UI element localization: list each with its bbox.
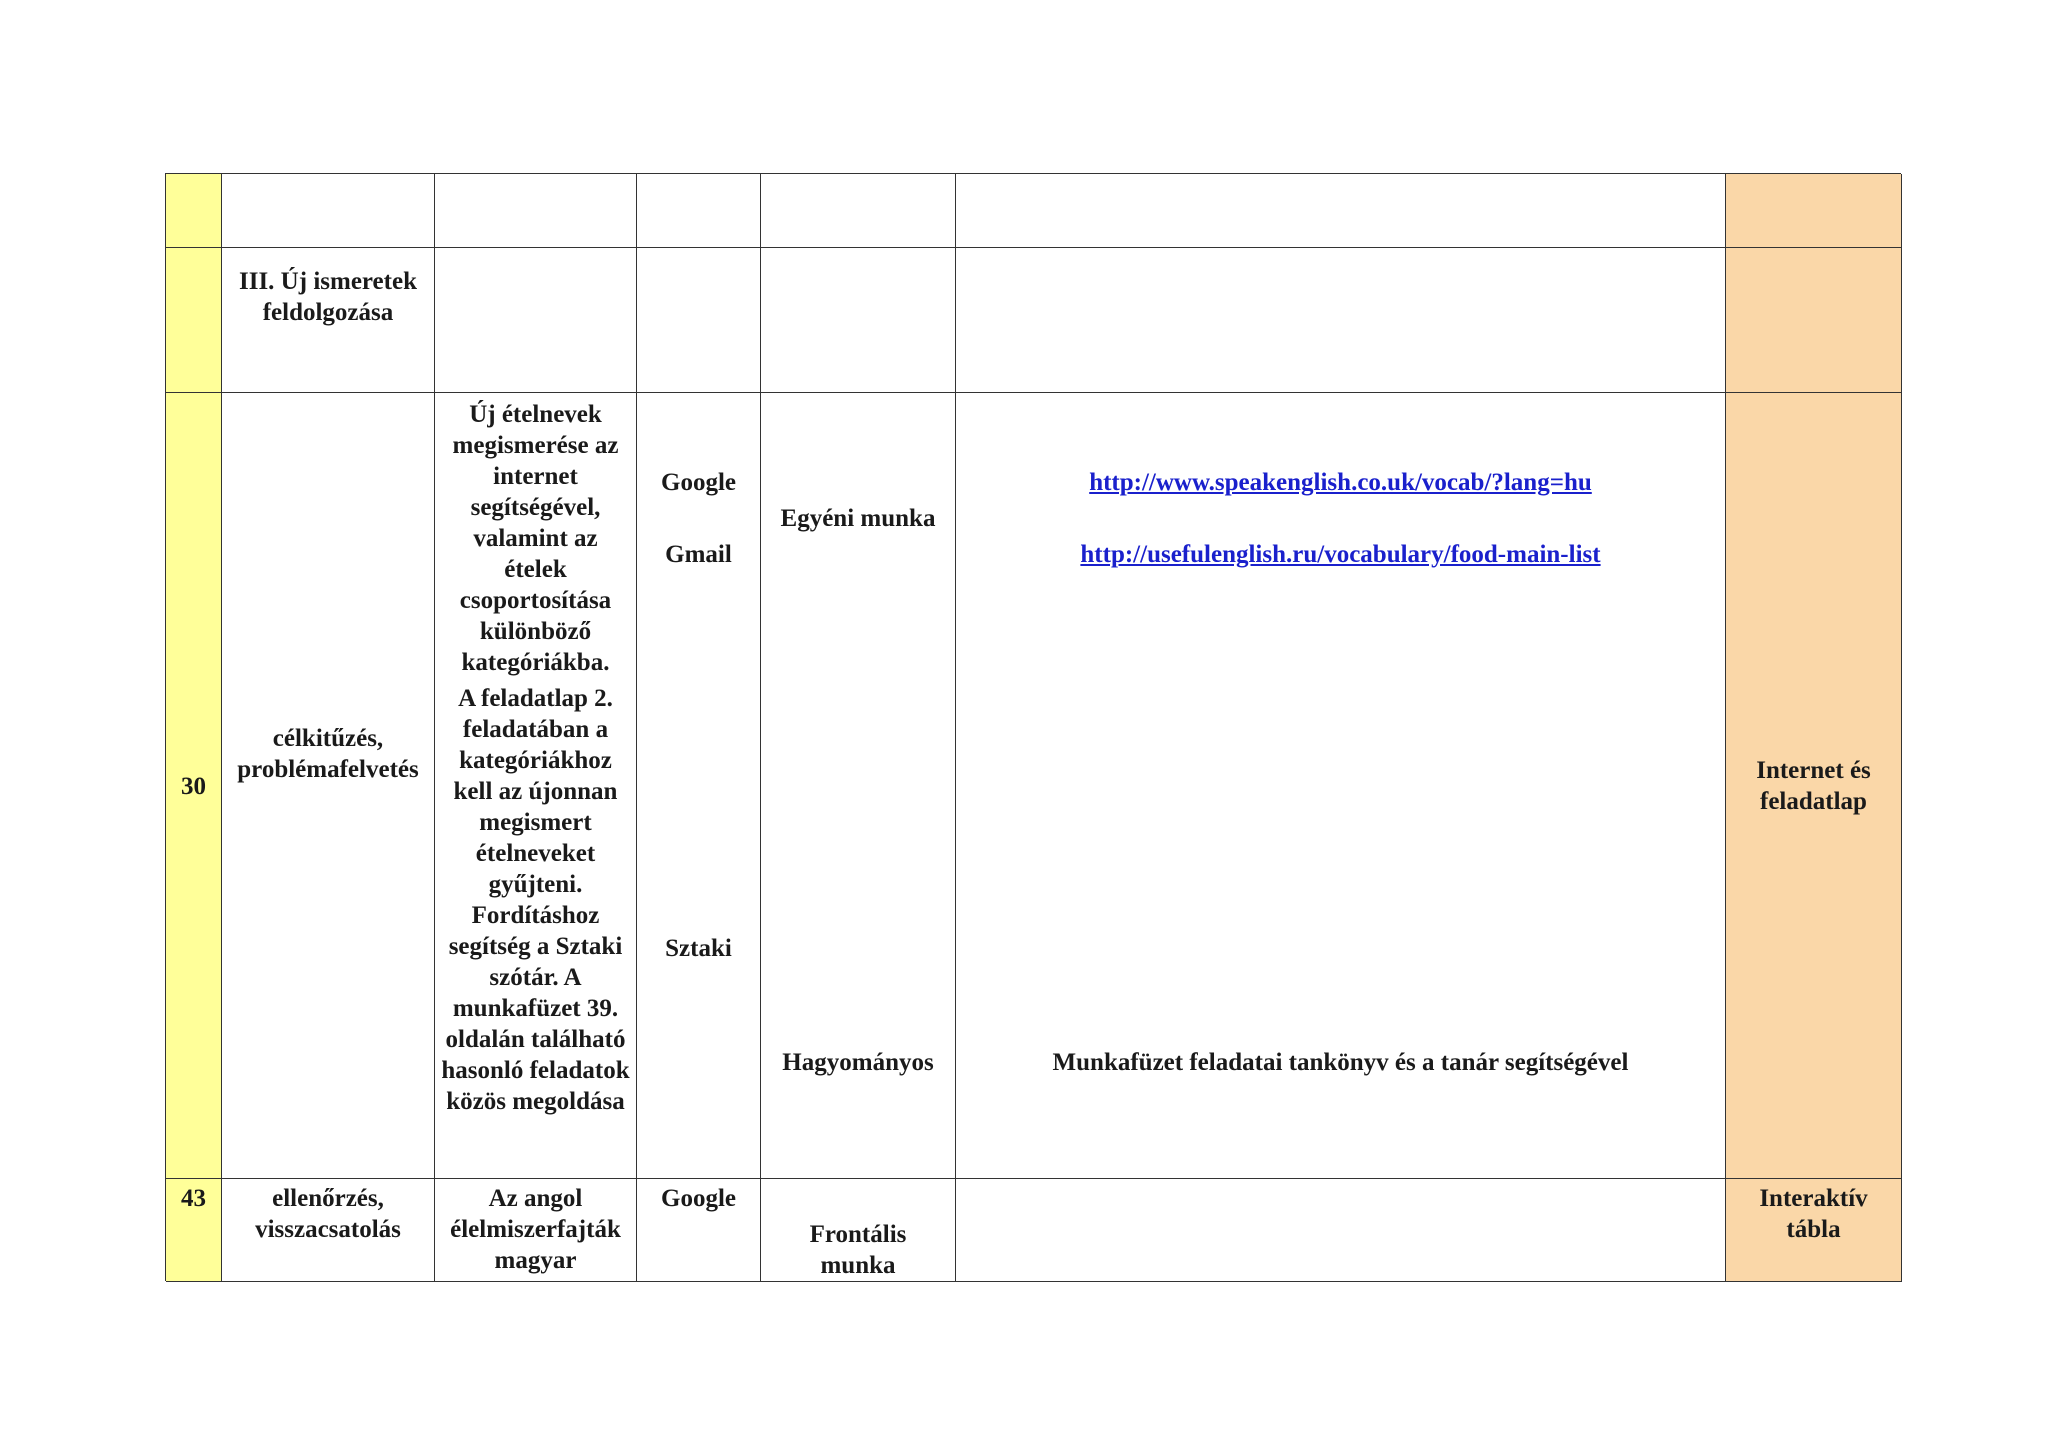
row30-number-cell bbox=[166, 393, 222, 1179]
row43-content-cell bbox=[956, 1179, 1726, 1282]
row30-phase-cell bbox=[222, 393, 435, 1179]
link-2-wrap bbox=[956, 539, 1725, 570]
link-1-wrap bbox=[956, 467, 1725, 498]
row1-tool-cell bbox=[637, 174, 761, 248]
tool-sztaki: Sztaki bbox=[665, 935, 732, 962]
row43-tool-cell bbox=[637, 1179, 761, 1282]
row30-phase: célkitűzés, problémafelvetés bbox=[237, 725, 419, 783]
row43-task: Az angol élelmiszerfajták magyar bbox=[450, 1185, 621, 1274]
row30-tool-cell bbox=[637, 393, 761, 1179]
row30-resource-cell bbox=[1726, 393, 1902, 1179]
row30-content-cell bbox=[956, 393, 1726, 1179]
row2-resource-cell bbox=[1726, 248, 1902, 393]
row2-phase-cell bbox=[222, 248, 435, 393]
link-usefulenglish[interactable]: http://usefulenglish.ru/vocabulary/food-main-list bbox=[1080, 541, 1601, 568]
row30-task-part1: Új ételnevek megismerése az internet segítségével, valamint az ételek csoportosítása különböző kategóriákba. bbox=[452, 401, 619, 676]
row30-workform-cell bbox=[761, 393, 956, 1179]
row30-number: 30 bbox=[181, 773, 206, 800]
row43-phase: ellenőrzés, visszacsatolás bbox=[255, 1185, 401, 1243]
row43-number-cell bbox=[166, 1179, 222, 1282]
row43-resource: Interaktív tábla bbox=[1759, 1185, 1868, 1243]
row2-tool-cell bbox=[637, 248, 761, 393]
row43-number: 43 bbox=[181, 1185, 206, 1212]
row2-content-cell bbox=[956, 248, 1726, 393]
row43-phase-cell bbox=[222, 1179, 435, 1282]
row43-tool: Google bbox=[661, 1185, 736, 1212]
row43-resource-cell bbox=[1726, 1179, 1902, 1282]
work-form-individual: Egyéni munka bbox=[780, 505, 936, 532]
link-speakenglish[interactable]: http://www.speakenglish.co.uk/vocab/?lang=hu bbox=[1089, 469, 1592, 496]
tool-google: Google bbox=[661, 469, 736, 496]
row30-task-part2: A feladatlap 2. feladatában a kategóriákhoz kell az újonnan megismert ételneveket gyűjteni. Fordításhoz segítség a Sztaki szótár. A munkafüzet 39. oldalán található hasonló feladatok közös megoldása bbox=[441, 685, 630, 1115]
work-form-traditional: Hagyományos bbox=[782, 1049, 934, 1076]
lesson-plan-table bbox=[165, 173, 1901, 1281]
row1-resource-cell bbox=[1726, 174, 1902, 248]
workbook-note: Munkafüzet feladatai tankönyv és a tanár segítségével bbox=[1052, 1049, 1629, 1076]
row1-phase-cell bbox=[222, 174, 435, 248]
row43-task-cell bbox=[435, 1179, 637, 1282]
row43-work-form: Frontális munka bbox=[809, 1221, 907, 1279]
row1-workform-cell bbox=[761, 174, 956, 248]
row1-number-cell bbox=[166, 174, 222, 248]
row1-task-cell bbox=[435, 174, 637, 248]
row2-number-cell bbox=[166, 248, 222, 393]
section-title: III. Új ismeretek feldolgozása bbox=[239, 268, 417, 326]
row2-task-cell bbox=[435, 248, 637, 393]
row2-workform-cell bbox=[761, 248, 956, 393]
tool-gmail: Gmail bbox=[665, 541, 732, 568]
row43-workform-cell bbox=[761, 1179, 956, 1282]
row1-content-cell bbox=[956, 174, 1726, 248]
row30-task-cell bbox=[435, 393, 637, 1179]
row30-resource: Internet és feladatlap bbox=[1756, 757, 1871, 815]
